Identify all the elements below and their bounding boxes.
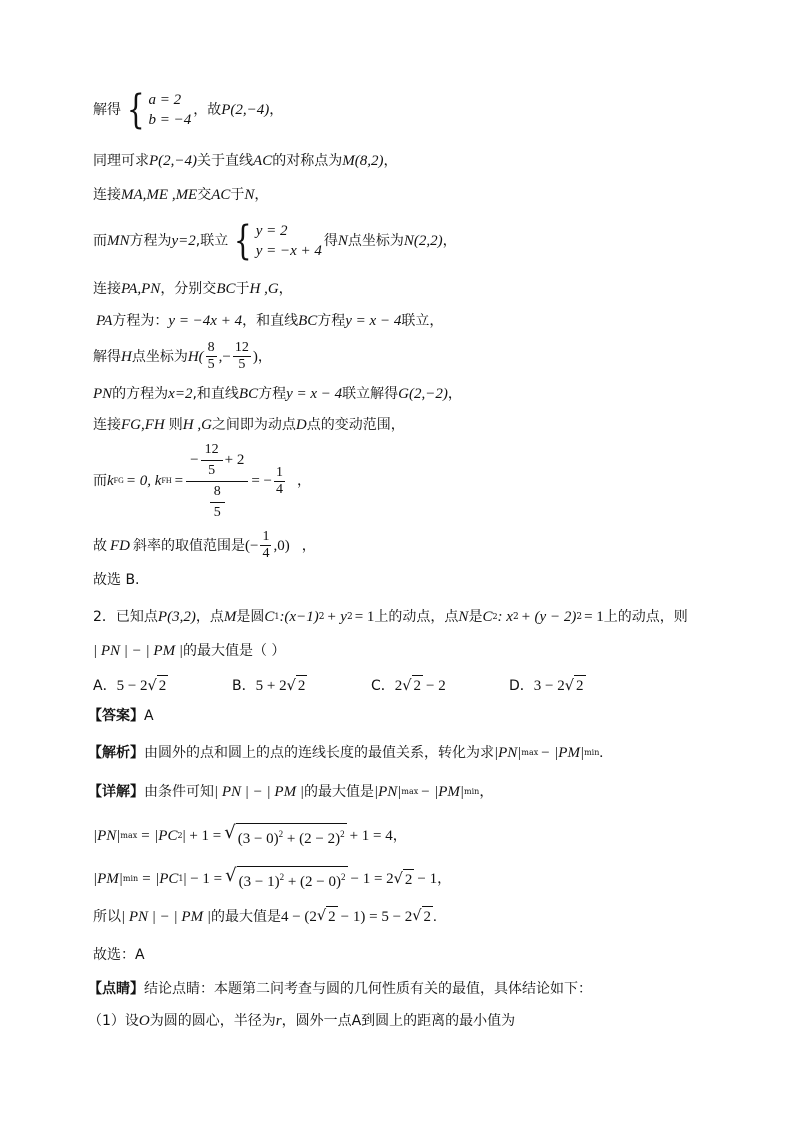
fraction: $\frac{1}{4}$ bbox=[262, 529, 270, 561]
sqrt: √ 2 bbox=[287, 675, 308, 696]
sqrt: √ 2 bbox=[565, 675, 586, 696]
fraction: $\frac{12}{5}$ bbox=[201, 442, 223, 479]
option-c: C．2√ 2 − 2 bbox=[371, 675, 509, 696]
solution-line-3: 连接 MA,ME ,ME 交 AC 于 N ， bbox=[93, 187, 269, 203]
analysis-line: 【解析】 由圆外的点和圆上的点的连线长度的最值关系，转化为求 |PN| max − |PM| min . bbox=[88, 745, 604, 761]
question-2-stem-cont: | PN | − | PM | 的最大值是（ ） bbox=[93, 643, 286, 659]
sqrt: √ $(3 - 1)^2 + (2 - 0)^2$ bbox=[225, 865, 346, 890]
solution-line-10: 而 k FG = 0, k FH = − $\frac{12}{5}$ + 2 $\frac{8}{5}$ = − $\frac{1}{4}$ ， bbox=[93, 441, 311, 520]
answer-tag: 【答案】 bbox=[88, 708, 144, 724]
analysis-tag: 【解析】 bbox=[88, 745, 144, 761]
sqrt: √ 2 bbox=[402, 675, 423, 696]
fraction: $\frac{8}{5}$ bbox=[210, 484, 225, 521]
equation-system: { a = 2 b = −4 bbox=[126, 87, 192, 133]
answer-value: A bbox=[144, 708, 154, 724]
solution-line-2: 同理可求 P(2,−4) 关于直线 AC 的对称点为 M(8,2) ， bbox=[93, 153, 398, 169]
sqrt: √ 2 bbox=[148, 675, 169, 696]
equation-system: { y = 2 y = −x + 4 bbox=[234, 218, 322, 264]
solution-line-8: PN 的方程为 x=2 ,和直线 BC 方程 y = x − 4 联立解得 G(2,−2) ， bbox=[93, 386, 462, 402]
option-d: D．3 − 2√ 2 bbox=[509, 675, 586, 696]
tip-line: 【点睛】 结论点睛：本题第二问考查与圆的几何性质有关的最值，具体结论如下： bbox=[88, 981, 592, 997]
equation-pm-min: |PM| min = |PC 1 | − 1 = √ $(3 - 1)^2 + (2 - 0)^2$ − 1 = 2 √ 2 − 1 ， bbox=[93, 865, 452, 890]
solution-conclusion: 故选 B. bbox=[93, 572, 140, 588]
option-a: A．5 − 2√ 2 bbox=[93, 675, 232, 696]
sqrt: √ 2 bbox=[412, 908, 432, 925]
solution-line-11: 故 FD 斜率的取值范围是 (− $\frac{1}{4}$ ,0) ， bbox=[93, 529, 316, 561]
sqrt: √ $(3 - 0)^2 + (2 - 2)^2$ bbox=[224, 822, 345, 847]
equation-pn-max: |PN| max = |PC 2 | + 1 = √ $(3 - 0)^2 + (2 - 2)^2$ + 1 = 4 ， bbox=[93, 822, 407, 847]
fraction: $\frac{12}{5}$ bbox=[234, 340, 249, 372]
final-choice: 故选：A bbox=[93, 947, 145, 963]
fraction: $\frac{1}{4}$ bbox=[276, 464, 283, 497]
detail-line: 【详解】 由条件可知 | PN | − | PM | 的最大值是 |PN| max − |PM| min ， bbox=[88, 784, 494, 800]
answer-line bbox=[88, 706, 154, 726]
sqrt: √ 2 bbox=[316, 908, 336, 925]
sqrt: √ 2 bbox=[393, 870, 413, 888]
solution-line-7: 解得 H 点坐标为 H( $\frac{8}{5}$ ,− $\frac{12}{5}$ ) ， bbox=[93, 340, 272, 372]
option-b: B．5 + 2√ 2 bbox=[232, 675, 371, 696]
tip-item-1: （1）设 O 为圆的圆心，半径为 r ，圆外一点A到圆上的距离的最小值为 bbox=[88, 1013, 516, 1029]
solution-line-9: 连接 FG,FH 则 H ,G 之间即为动点 D 点的变动范围， bbox=[93, 417, 405, 433]
solution-line-1: 解得 { a = 2 b = −4 ，故 P(2,−4) ， bbox=[93, 87, 284, 133]
answer-options bbox=[93, 675, 586, 696]
fraction: $\frac{8}{5}$ bbox=[207, 340, 215, 372]
solution-line-4: 而 MN 方程为 y=2 ,联立 { y = 2 y = −x + 4 得 N 点坐标为 N(2,2) ， bbox=[93, 218, 457, 264]
tip-tag: 【点睛】 bbox=[88, 981, 144, 997]
detail-tag: 【详解】 bbox=[88, 784, 144, 800]
solution-line-6: PA 方程为： y = −4x + 4 ，和直线 BC 方程 y = x − 4 联立， bbox=[96, 313, 444, 329]
result-line: 所以 | PN | − | PM | 的最大值是 4 − (2 √ 2 − 1) = 5 − 2 √ 2 . bbox=[93, 908, 437, 925]
solution-line-5: 连接 PA,PN ，分别交 BC 于 H ,G ， bbox=[93, 281, 293, 297]
question-2-stem: 2．已知点 P(3,2) ，点 M 是圆 C 1 :(x−1) 2 + y 2 = 1 上的动点，点 N 是 C 2 : x 2 + (y − 2) 2 = 1 上的动点，则 bbox=[93, 609, 688, 625]
slope-fraction: − $\frac{12}{5}$ + 2 $\frac{8}{5}$ bbox=[186, 442, 248, 521]
